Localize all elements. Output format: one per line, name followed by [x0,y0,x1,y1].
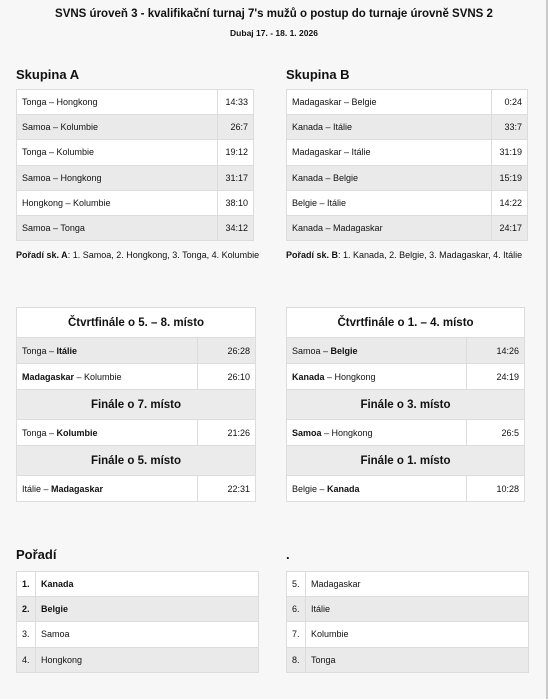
knockout-right-table [286,307,525,502]
score-cell: 34:12 [218,215,254,240]
table-row [287,215,528,240]
team-cell: Samoa [36,622,259,647]
score-cell: 38:10 [218,190,254,215]
standings-right-table [286,571,529,673]
position-cell: 1. [17,572,36,597]
team-cell: Belgie [36,597,259,622]
match-cell: Madagaskar – Kolumbie [17,364,198,390]
match-cell: Itálie – Madagaskar [17,476,198,502]
score-cell: 26:7 [218,115,254,140]
table-row [287,647,529,672]
knockout-left-table [16,307,256,502]
team-cell: Hongkong [36,647,259,672]
score-cell: 31:17 [218,165,254,190]
match-cell: Samoa – Hongkong [287,420,467,446]
final-3-title: Finále o 3. místo [287,390,525,420]
table-row [287,572,529,597]
score-cell: 22:31 [198,476,256,502]
page-title: SVNS úroveň 3 - kvalifikační turnaj 7's mužů o postup do turnaje úrovně SVNS 2 [55,8,493,20]
match-cell: Kanada – Madagaskar [287,215,492,240]
match-cell: Tonga – Kolumbie [17,140,218,165]
match-cell: Hongkong – Kolumbie [17,190,218,215]
final-5-title: Finále o 5. místo [17,446,256,476]
table-row [17,364,256,390]
position-cell: 3. [17,622,36,647]
final-7-title: Finále o 7. místo [17,390,256,420]
standings-title-right: . [286,547,290,562]
position-cell: 7. [287,622,306,647]
score-cell: 26:10 [198,364,256,390]
table-row [287,190,528,215]
position-cell: 2. [17,597,36,622]
match-cell: Kanada – Itálie [287,115,492,140]
group-b-title: Skupina B [286,67,350,82]
table-row [287,364,525,390]
score-cell: 33:7 [492,115,528,140]
score-cell: 24:17 [492,215,528,240]
score-cell: 10:28 [467,476,525,502]
table-row [17,338,256,364]
table-row [17,647,259,672]
match-cell: Tonga – Kolumbie [17,420,198,446]
qf-right-title: Čtvrtfinále o 1. – 4. místo [287,308,525,338]
table-row [287,597,529,622]
table-row [287,476,525,502]
table-row [17,476,256,502]
group-b-order [286,247,531,264]
group-a-order-label: Pořadí sk. A [16,250,68,260]
score-cell: 24:19 [467,364,525,390]
match-cell: Samoa – Hongkong [17,165,218,190]
standings-title: Pořadí [16,547,57,562]
match-cell: Belgie – Kanada [287,476,467,502]
group-a-order-text: : 1. Samoa, 2. Hongkong, 3. Tonga, 4. Kolumbie [67,250,260,260]
position-cell: 6. [287,597,306,622]
score-cell: 15:19 [492,165,528,190]
table-row [17,115,254,140]
score-cell: 19:12 [218,140,254,165]
team-cell: Itálie [306,597,529,622]
position-cell: 8. [287,647,306,672]
match-cell: Kanada – Belgie [287,165,492,190]
table-row [17,622,259,647]
score-cell: 26:28 [198,338,256,364]
standings-left-table [16,571,259,673]
table-row [17,140,254,165]
table-row [17,420,256,446]
match-cell: Belgie – Itálie [287,190,492,215]
table-row [287,90,528,115]
match-cell: Madagaskar – Itálie [287,140,492,165]
group-a-table [16,89,254,241]
team-cell: Kanada [36,572,259,597]
table-row [287,165,528,190]
table-row [287,115,528,140]
score-cell: 26:5 [467,420,525,446]
group-a-order [16,247,261,264]
page-subtitle: Dubaj 17. - 18. 1. 2026 [230,28,318,38]
match-cell: Samoa – Kolumbie [17,115,218,140]
match-cell: Madagaskar – Belgie [287,90,492,115]
score-cell: 14:33 [218,90,254,115]
team-cell: Madagaskar [306,572,529,597]
table-row [287,420,525,446]
score-cell: 31:19 [492,140,528,165]
position-cell: 4. [17,647,36,672]
table-row [287,622,529,647]
group-b-order-label: Pořadí sk. B [286,250,339,260]
final-1-title: Finále o 1. místo [287,446,525,476]
table-row [17,90,254,115]
position-cell: 5. [287,572,306,597]
qf-left-title: Čtvrtfinále o 5. – 8. místo [17,308,256,338]
table-row [17,215,254,240]
team-cell: Tonga [306,647,529,672]
score-cell: 21:26 [198,420,256,446]
group-b-table [286,89,528,241]
match-cell: Samoa – Tonga [17,215,218,240]
group-a-title: Skupina A [16,67,80,82]
table-row [17,597,259,622]
match-cell: Samoa – Belgie [287,338,467,364]
match-cell: Tonga – Hongkong [17,90,218,115]
table-row [287,338,525,364]
score-cell: 14:26 [467,338,525,364]
table-row [17,190,254,215]
team-cell: Kolumbie [306,622,529,647]
table-row [17,165,254,190]
match-cell: Kanada – Hongkong [287,364,467,390]
match-cell: Tonga – Itálie [17,338,198,364]
score-cell: 0:24 [492,90,528,115]
table-row [17,572,259,597]
score-cell: 14:22 [492,190,528,215]
table-row [287,140,528,165]
group-b-order-text: : 1. Kanada, 2. Belgie, 3. Madagaskar, 4. Itálie [338,250,523,260]
